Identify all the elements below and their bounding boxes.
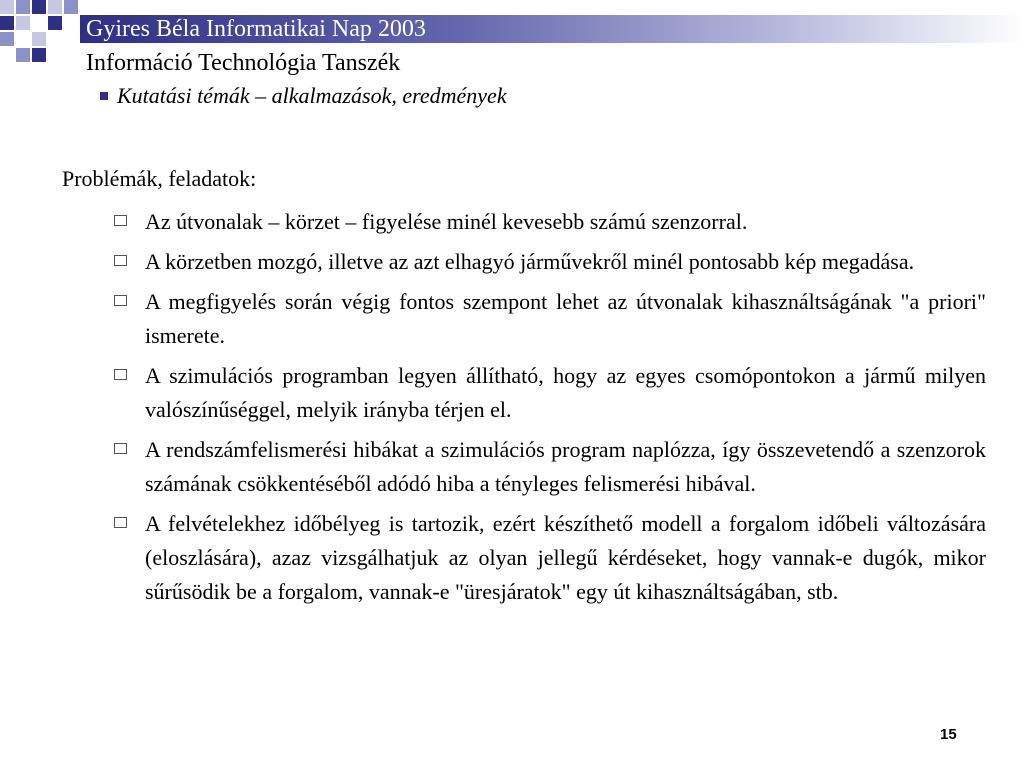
- topic-line: [100, 82, 507, 110]
- slide-subtitle: Információ Technológia Tanszék: [86, 50, 401, 76]
- hollow-square-bullet-icon: [114, 369, 127, 380]
- list-item-text: Az útvonalak – körzet – figyelése minél kevesebb számú szenzorral.: [145, 209, 748, 234]
- deco-square: [32, 0, 46, 14]
- hollow-square-bullet-icon: [114, 215, 127, 226]
- deco-square: [48, 16, 62, 30]
- topic-text: Kutatási témák – alkalmazások, eredmények: [117, 83, 507, 108]
- intro-heading: Problémák, feladatok:: [62, 166, 257, 191]
- hollow-square-bullet-icon: [114, 517, 127, 528]
- list-item-text: A megfigyelés során végig fontos szempont lehet az útvonalak kihasználtságának "a priori" ismerete.: [145, 289, 986, 348]
- list-item: [114, 433, 986, 501]
- deco-square: [32, 48, 46, 62]
- list-item-text: A szimulációs programban legyen állítható, hogy az egyes csomópontokon a jármű milyen valószínűséggel, melyik irányba térjen el.: [145, 363, 986, 422]
- hollow-square-bullet-icon: [114, 255, 127, 266]
- list-item-text: A felvételekhez időbélyeg is tartozik, ezért készíthető modell a forgalom időbeli változására (eloszlására), azaz vizsgálhatjuk az olyan jellegű kérdéseket, hogy vannak-e dugók, mikor sűrűsödik be a forgalom, vannak-e "üresjáratok" egy út kihasználtságában, stb.: [145, 511, 986, 604]
- deco-square: [16, 48, 30, 62]
- deco-square: [48, 0, 62, 14]
- list-item: [114, 205, 986, 239]
- deco-square: [0, 32, 14, 46]
- list-item: [114, 245, 986, 279]
- list-item-text: A körzetben mozgó, illetve az azt elhagyó járművekről minél pontosabb kép megadása.: [145, 249, 915, 274]
- list-item-text: A rendszámfelismerési hibákat a szimulációs program naplózza, így összevetendő a szenzorok számának csökkentéséből adódó hiba a tényleges felismerési hibával.: [145, 437, 986, 496]
- deco-square: [0, 16, 14, 30]
- list-item: [114, 359, 986, 427]
- deco-square: [0, 0, 14, 14]
- list-item: [114, 285, 986, 353]
- hollow-square-bullet-icon: [114, 295, 127, 306]
- deco-square: [64, 0, 78, 14]
- deco-square: [16, 16, 30, 30]
- deco-square: [32, 32, 46, 46]
- list-item: [114, 507, 986, 609]
- slide-title: Gyires Béla Informatikai Nap 2003: [86, 16, 426, 42]
- square-bullet-icon: [100, 92, 108, 100]
- page-number: 15: [940, 726, 957, 743]
- hollow-square-bullet-icon: [114, 443, 127, 454]
- deco-square: [16, 0, 30, 14]
- problem-list: [114, 205, 986, 615]
